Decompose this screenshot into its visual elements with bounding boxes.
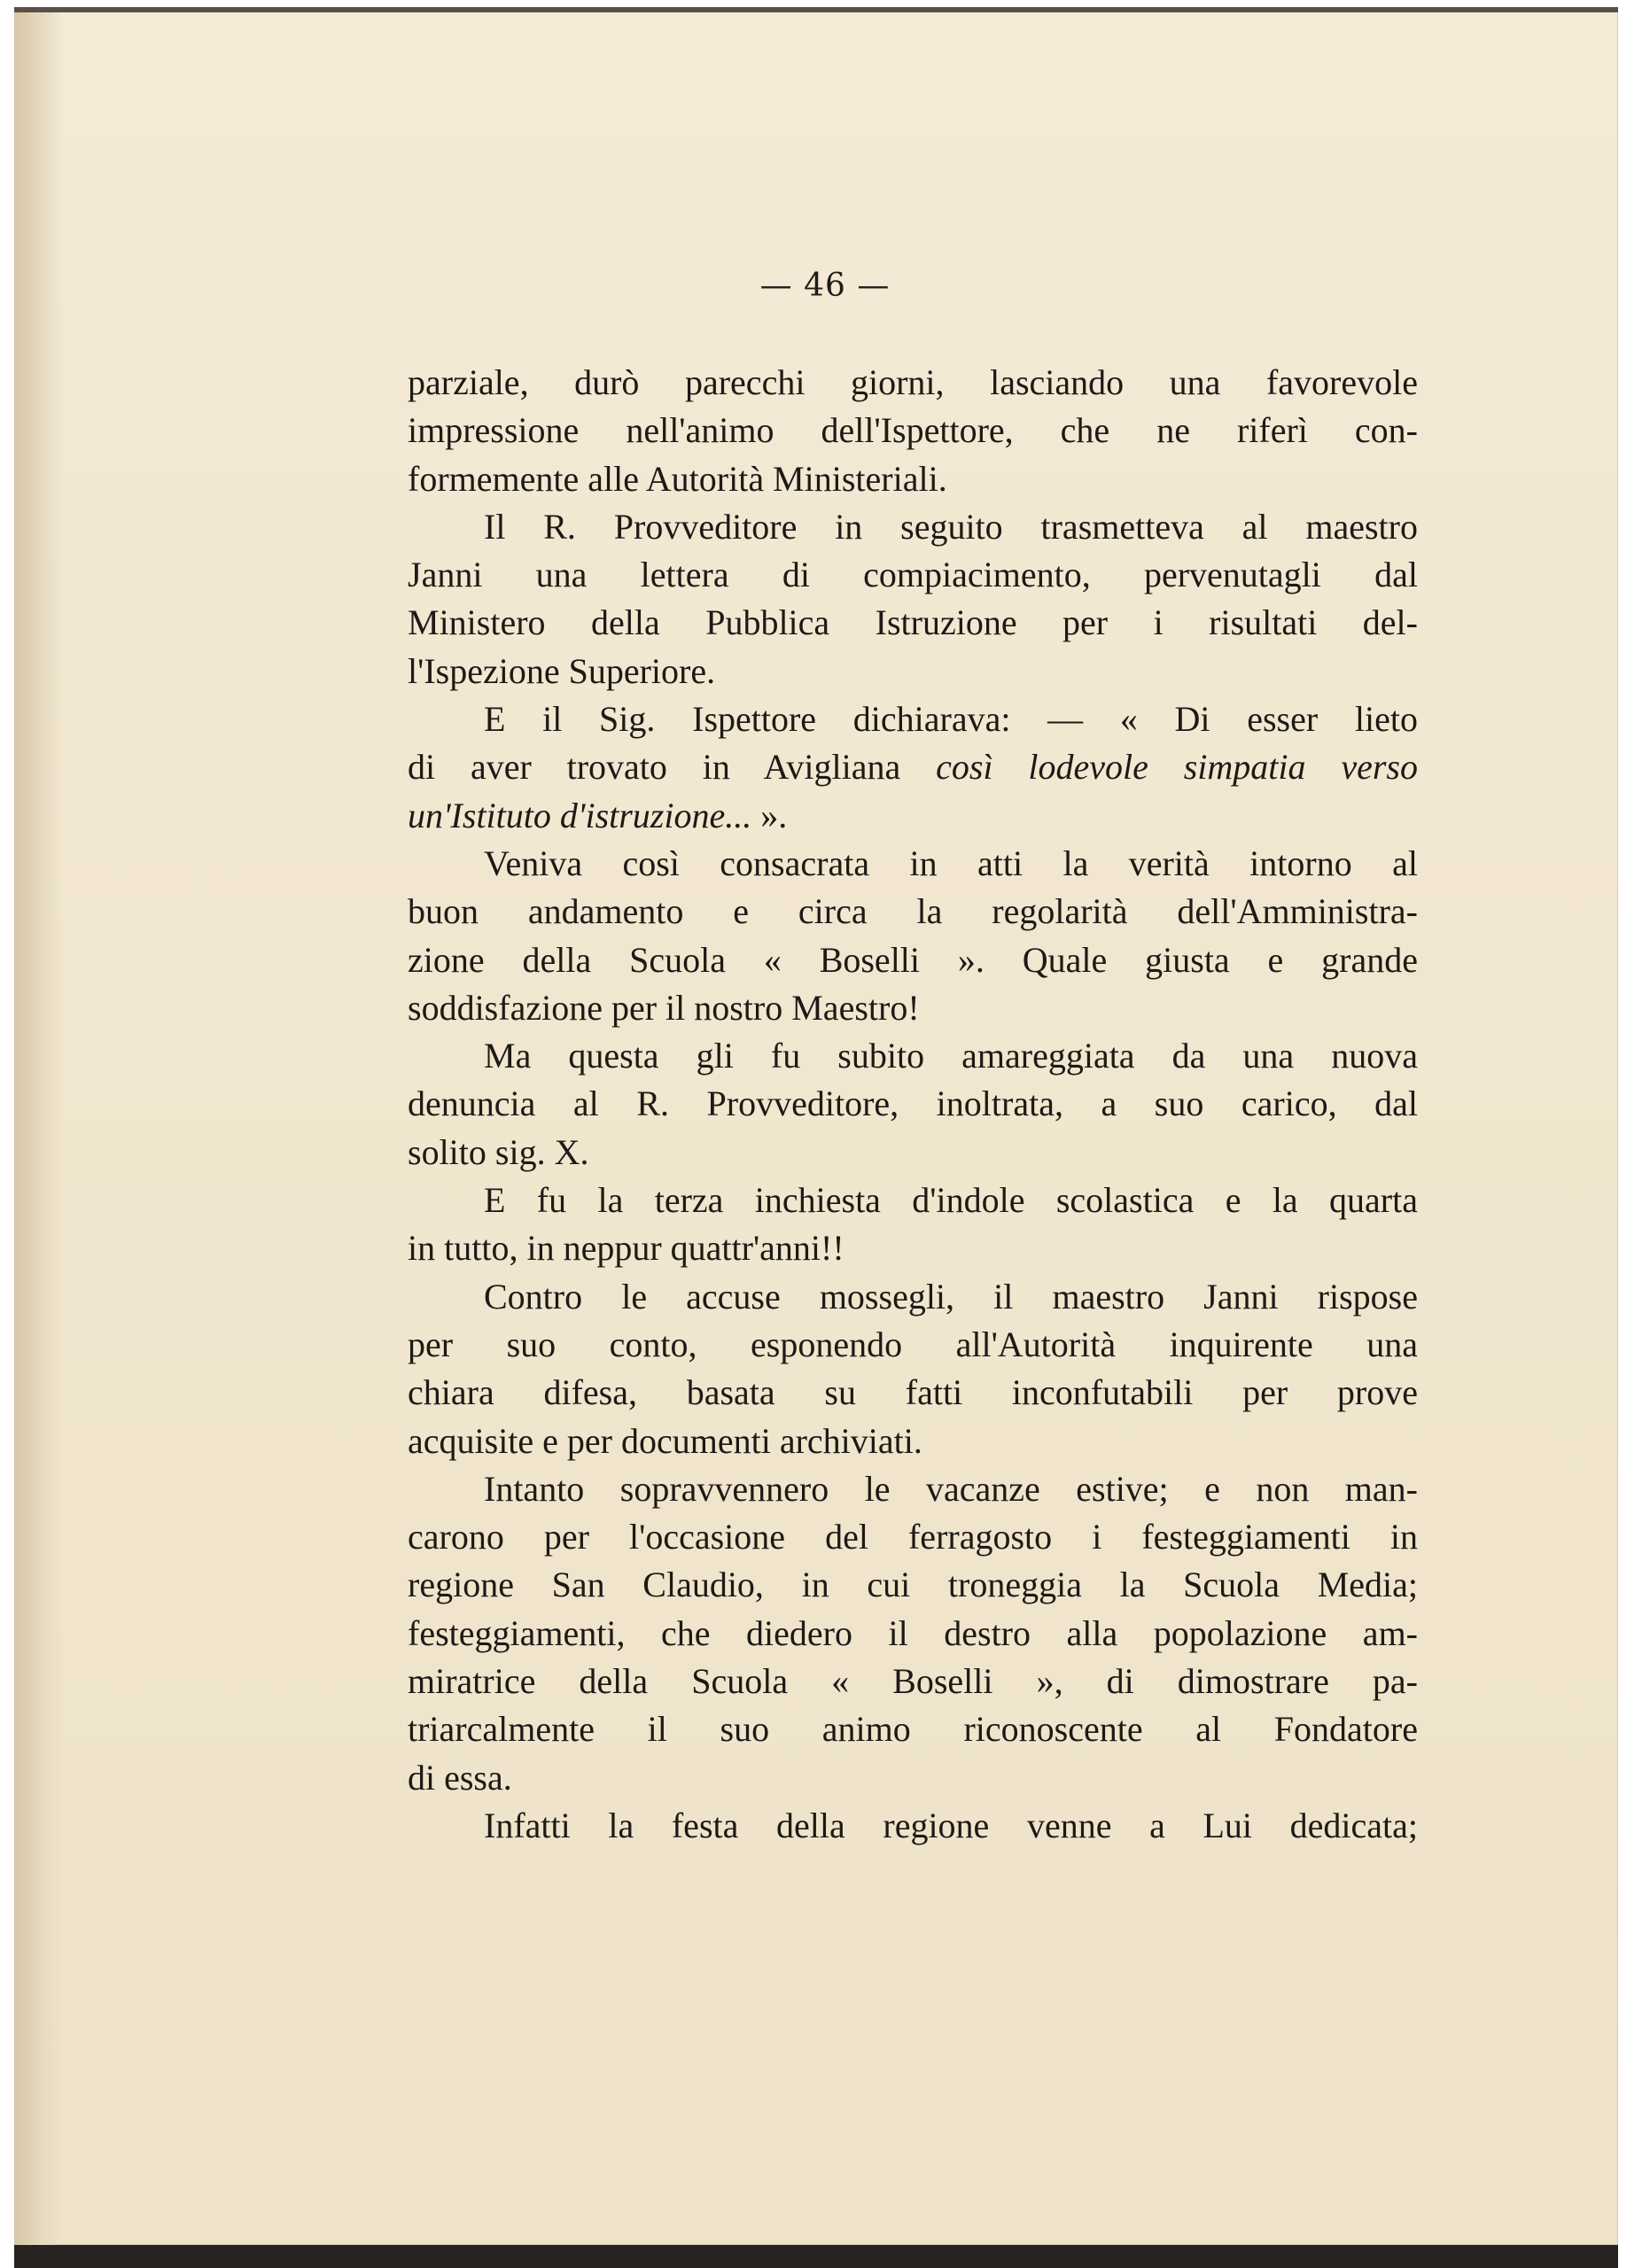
text-line: carono per l'occasione del ferragosto i festeggiamenti in — [408, 1517, 1418, 1557]
text-line — [408, 792, 1418, 840]
text-run: di aver trovato in Avigliana — [408, 747, 937, 788]
page-number: — 46 — — [759, 268, 891, 304]
text-line: acquisite e per documenti archiviati. — [408, 1420, 922, 1461]
text-line: di essa. — [408, 1757, 512, 1798]
text-line: solito sig. X. — [408, 1131, 589, 1172]
text-line: miratrice della Scuola « Boselli », di dimostrare pa- — [408, 1661, 1418, 1702]
text-line: regione San Claudio, in cui troneggia la Scuola Media; — [408, 1565, 1418, 1605]
text-line: Intanto sopravvennero le vacanze estive; e non man- — [484, 1468, 1418, 1509]
text-line: per suo conto, esponendo all'Autorità inquirente una — [408, 1324, 1418, 1364]
text-line: triarcalmente il suo animo riconoscente al Fondatore — [408, 1709, 1418, 1750]
text-line: Il R. Provveditore in seguito trasmetteva al maestro — [484, 506, 1418, 547]
text-line: Contro le accuse mossegli, il maestro Janni rispose — [484, 1276, 1418, 1317]
italic-quote: un'Istituto d'istruzione... — [408, 795, 752, 835]
binding-shadow — [14, 11, 64, 2245]
text-run: ». — [751, 795, 788, 835]
text-line: soddisfazione per il nostro Maestro! — [408, 987, 920, 1028]
text-line: Ministero della Pubblica Istruzione per i risultati del- — [408, 602, 1418, 643]
italic-quote: così lodevole simpatia verso — [936, 747, 1418, 788]
text-line: in tutto, in neppur quattr'anni!! — [408, 1228, 844, 1269]
text-line: chiara difesa, basata su fatti inconfutabili per prove — [408, 1372, 1418, 1413]
text-line: impressione nell'animo dell'Ispettore, che ne riferì con- — [408, 410, 1418, 451]
text-line: l'Ispezione Superiore. — [408, 650, 716, 691]
text-line: zione della Scuola « Boselli ». Quale giusta e grande — [408, 939, 1418, 980]
text-line: formemente alle Autorità Ministeriali. — [408, 458, 947, 499]
text-line — [408, 743, 1418, 791]
text-line: Ma questa gli fu subito amareggiata da una nuova — [484, 1036, 1418, 1076]
top-edge — [14, 7, 1618, 12]
text-line: Janni una lettera di compiacimento, pervenutagli dal — [408, 555, 1418, 595]
text-line: festeggiamenti, che diedero il destro alla popolazione am- — [408, 1612, 1418, 1653]
text-line: E il Sig. Ispettore dichiarava: — « Di esser lieto — [484, 699, 1418, 740]
text-line: E fu la terza inchiesta d'indole scolastica e la quarta — [484, 1180, 1418, 1221]
page-body-text — [408, 359, 1418, 1850]
text-line: buon andamento e circa la regolarità dell'Amministra- — [408, 891, 1418, 932]
text-line: parziale, durò parecchi giorni, lasciando una favorevole — [408, 362, 1418, 402]
text-line: Infatti la festa della regione venne a Lui dedicata; — [484, 1805, 1418, 1845]
bottom-edge — [14, 2245, 1618, 2268]
text-line: denuncia al R. Provveditore, inoltrata, a suo carico, dal — [408, 1084, 1418, 1124]
text-line: Veniva così consacrata in atti la verità intorno al — [484, 843, 1418, 883]
